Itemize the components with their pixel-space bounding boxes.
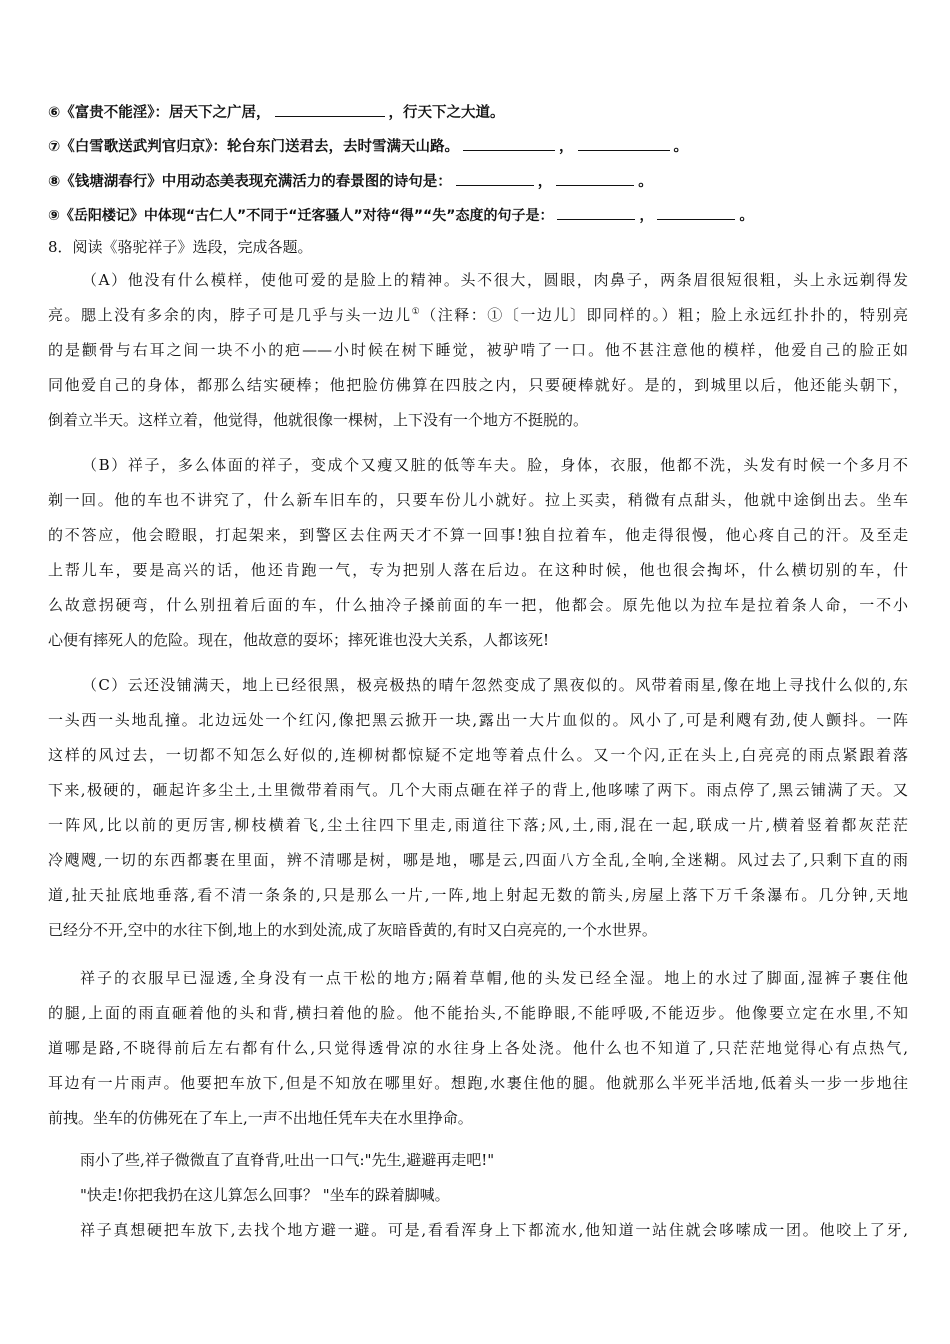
passage-d-line: 前拽。坐车的仿佛死在了车上,一声不出地任凭车夫在水里挣命。 [48,1109,473,1127]
passage-b-line: 么故意拐硬弯，什么别扭着后面的车，什么抽冷子搡前面的车一把，他都会。原先他以为拉车是拉着条人命，一不小 [48,596,908,614]
passage-c-line: （C）云还没铺满天，地上已经很黑，极亮极热的晴午忽然变成了黑夜似的。风带着雨星,像在地上寻找什么似的,东 [82,676,908,694]
passage-c-line: 道,扯天扯底地垂落,看不清一条条的,只是那么一片,一阵,地上射起无数的箭头,房屋上落下万千条瀑布。几分钟,天地 [48,886,908,904]
passage-d-line: 耳边有一片雨声。他要把车放下,但是不知放在哪里好。想跑,水裹住他的腿。他就那么半死半活地,低着头一步一步地往 [48,1074,908,1092]
passage-a-line: 同他爱自己的身体，都那么结实硬棒；他把脸仿佛算在四肢之内，只要硬棒就好。是的，到城里以后，他还能头朝下， [48,376,908,394]
dialogue-line: 雨小了些,祥子微微直了直脊背,吐出一口气:"先生,避避再走吧!" [80,1151,495,1169]
fill-item-6: ⑥《富贵不能淫》：居天下之广居， ，行天下之大道。 [48,98,908,128]
passage-c-line: 这样的风过去，一切都不知怎么好似的,连柳树都惊疑不定地等着点什么。又一个闪,正在头上,白亮亮的雨点紧跟着落 [48,746,908,764]
answer-blank[interactable] [557,203,635,220]
passage-a-line: 倒着立半天。这样立着，他觉得，他就很像一棵树，上下没有一个地方不挺脱的。 [48,411,589,429]
passage-d-line: 的腿,上面的雨直砸着他的头和背,横扫着他的脸。他不能抬头,不能睁眼,不能呼吸,不能迈步。他像要立定在水里,不知 [48,1004,908,1022]
passage-a-line: 的是颧骨与右耳之间一块不小的疤——小时候在树下睡觉，被驴啃了一口。他不甚注意他的模样，他爱自己的脸正如 [48,341,908,359]
passage-c-line: 下来,极硬的，砸起许多尘土,土里微带着雨气。几个大雨点砸在祥子的背上,他哆嗦了两下。雨点停了,黑云铺满了天。又 [48,781,908,799]
passage-d-line: 道哪是路,不晓得前后左右都有什么,只觉得透骨凉的水往身上各处浇。他什么也不知道了,只茫茫地觉得心有点热气, [48,1039,908,1057]
answer-blank[interactable] [556,169,634,186]
answer-blank[interactable] [275,100,385,117]
passage-b-line: 上帮儿车，要是高兴的话，他还肯跑一气，专为把别人落在后边。在这种时候，他也很会掏坏，什么横切别的车，什 [48,561,908,579]
passage-d-line: 祥子的衣服早已湿透,全身没有一点干松的地方;隔着草帽,他的头发已经全湿。地上的水过了脚面,湿裤子裹住他 [80,969,908,987]
passage-a-line: 亮。腮上没有多余的肉，脖子可是几乎与头一边儿①（注释：①〔一边儿〕即同样的。）粗；脸上永远红扑扑的，特别亮 [48,306,908,324]
passage-b-line: 心便有摔死人的危险。现在，他故意的耍坏；摔死谁也没大关系，人都该死! [48,631,550,649]
answer-blank[interactable] [456,169,534,186]
passage-c-line: 冷飕飕,一切的东西都裹在里面，辨不清哪是树，哪是地，哪是云,四面八方全乱,全响,全迷糊。风过去了,只剩下直的雨 [48,851,908,869]
passage-b-line: 的不答应，他会瞪眼，打起架来，到警区去住两天才不算一回事!独自拉着车，他走得很慢，他心疼自己的汗。及至走 [48,526,908,544]
passage-c-line: 已经分不开,空中的水往下倒,地上的水到处流,成了灰暗昏黄的,有时又白亮亮的,一个水世界。 [48,921,657,939]
passage-b-line: 剃一回。他的车也不讲究了，什么新车旧车的，只要车份儿小就好。拉上买卖，稍微有点甜头，他就中途倒出去。坐车 [48,491,908,509]
passage-a-line: （A）他没有什么模样，使他可爱的是脸上的精神。头不很大，圆眼，肉鼻子，两条眉很短很粗，头上永远剃得发 [82,271,908,289]
dialogue-line: "快走!你把我扔在这儿算怎么回事？ "坐车的跺着脚喊。 [80,1186,450,1204]
passage-c-line: 一头西一头地乱撞。北边远处一个红闪,像把黑云掀开一块,露出一大片血似的。风小了,可是利飕有劲,使人颤抖。一阵 [48,711,908,729]
passage-final-line: 祥子真想硬把车放下,去找个地方避一避。可是,看看浑身上下都流水,他知道一站住就会哆嗦成一团。他咬上了牙, [80,1221,908,1239]
footnote-marker: ① [411,307,422,317]
passage-b-line: （B）祥子，多么体面的祥子，变成个又瘦又脏的低等车夫。脸，身体，衣服，他都不洗，头发有时候一个多月不 [82,456,908,474]
fill-item-7: ⑦《白雪歌送武判官归京》：轮台东门送君去，去时雪满天山路。 ， 。 [48,132,908,162]
answer-blank[interactable] [657,203,735,220]
answer-blank[interactable] [578,134,670,151]
question-8-title: 8．阅读《骆驼祥子》选段，完成各题。 [48,238,313,256]
passage-c-line: 一阵风,比以前的更厉害,柳枝横着飞,尘土往四下里走,雨道往下落;风,土,雨,混在一起,联成一片,横着竖着都灰茫茫 [48,816,908,834]
fill-item-8: ⑧《钱塘湖春行》中用动态美表现充满活力的春景图的诗句是： ， 。 [48,167,908,197]
answer-blank[interactable] [463,134,555,151]
fill-item-9: ⑨《岳阳楼记》中体现“古仁人”不同于“迁客骚人”对待“得”“失”态度的句子是： ， 。 [48,201,908,231]
